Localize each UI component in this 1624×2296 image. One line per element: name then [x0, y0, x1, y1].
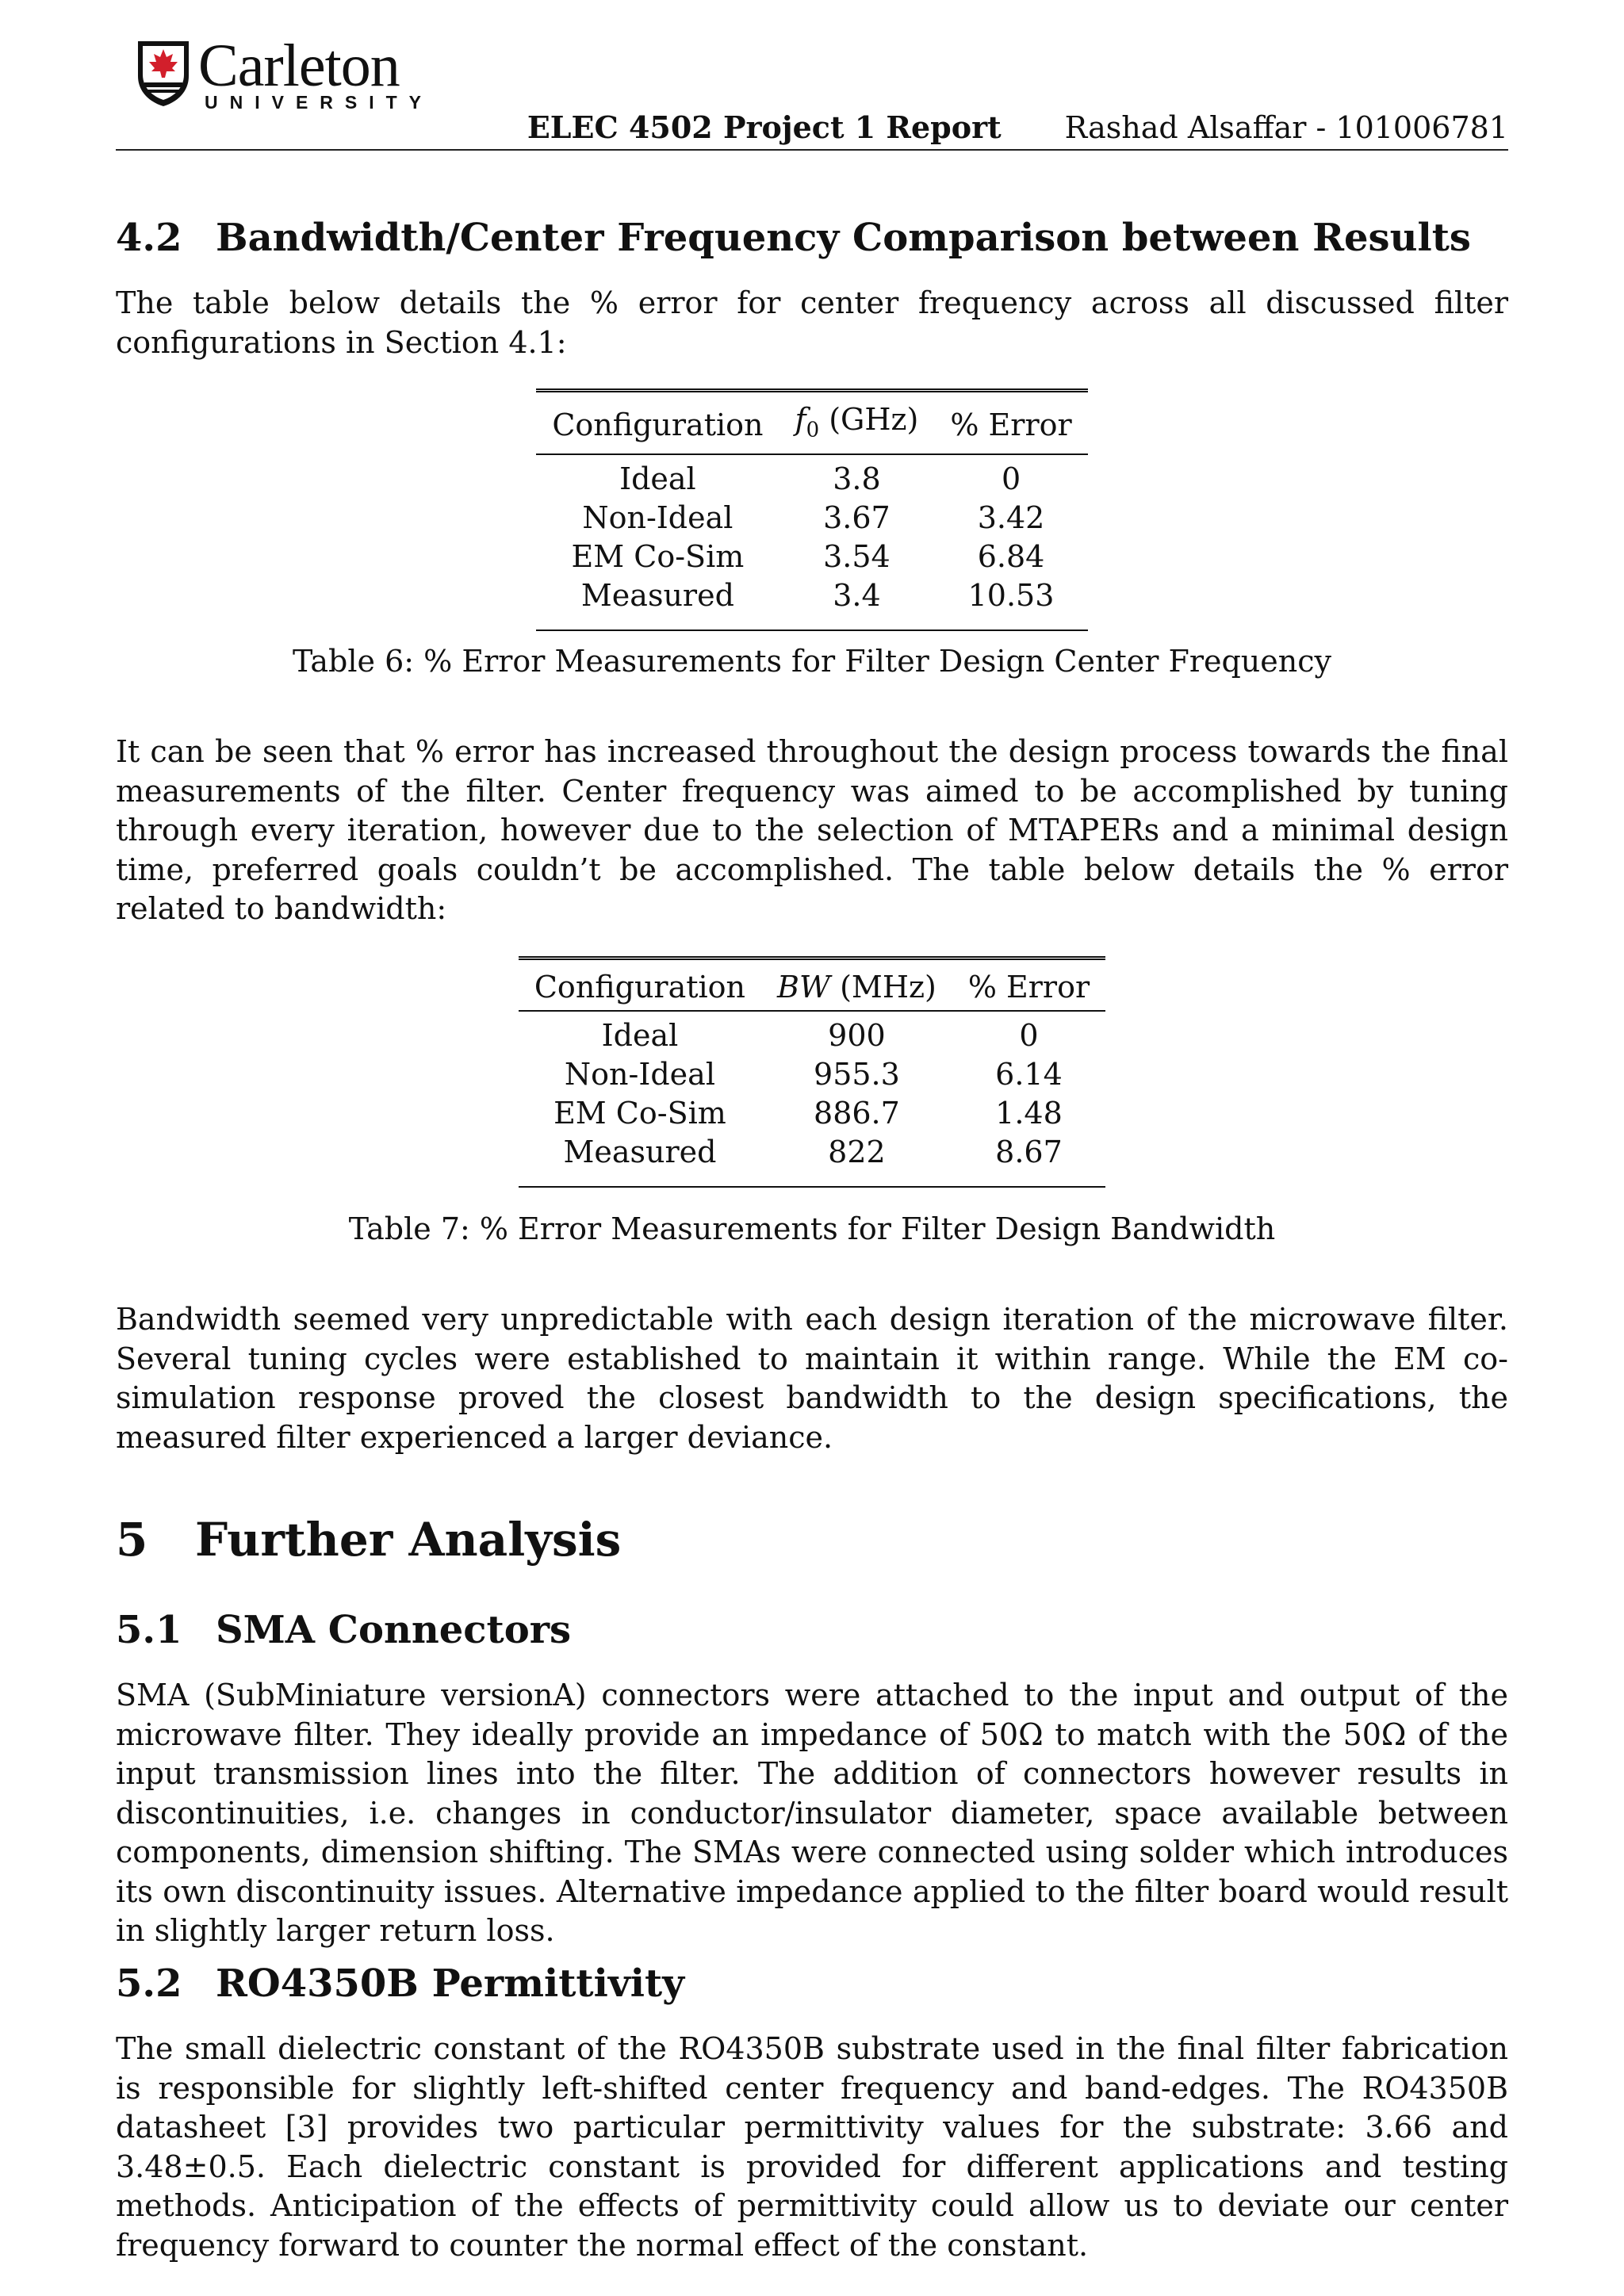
paragraph: SMA (SubMiniature versionA) connectors were attached to the input and output of the microwave filter. They ideally provide an impedance of 50Ω to match with the 50Ω of the input transmission lines into the filter. The addition of connectors however results in discontinuities, i.e. changes in conductor/insulator diameter, space available between components, dimension shifting. The SMAs were connected using solder which introduces its own discontinuity issues. Alternative impedance applied to the filter board would result in slightly larger return loss.	[116, 1678, 1508, 1948]
table-7	[519, 956, 1105, 1188]
carleton-logo	[136, 33, 434, 113]
table-row: Non-Ideal 3.67 3.42	[582, 499, 1045, 535]
section-title: RO4350B Permittivity	[216, 1961, 684, 2006]
table-header-row	[519, 959, 1105, 1012]
section-5-2-body	[116, 2030, 1508, 2265]
table-row: Non-Ideal 955.3 6.14	[564, 1057, 1063, 1092]
section-number: 5.2	[116, 1961, 182, 2006]
section-5-heading	[116, 1513, 1508, 1567]
table-row: EM Co-Sim 886.7 1.48	[553, 1096, 1063, 1131]
section-5-1-heading	[116, 1608, 1508, 1652]
section-title: SMA Connectors	[216, 1608, 572, 1652]
report-title: ELEC 4502 Project 1 Report	[527, 109, 1002, 145]
table-6-wrapper	[0, 388, 1624, 631]
paragraph: The table below details the % error for center frequency across all discussed filter configurations in Section 4.1:	[116, 285, 1508, 360]
col-header-frequency: $f_0$ (GHz)	[795, 402, 919, 442]
table-row: Ideal 3.8 0	[619, 461, 1021, 496]
section-4-2-heading	[116, 216, 1508, 260]
table-row: Measured 822 8.67	[563, 1135, 1063, 1169]
section-number: 5.1	[116, 1608, 182, 1652]
header-rule	[116, 149, 1508, 151]
col-header-configuration: Configuration	[534, 970, 746, 1004]
paragraph: Bandwidth seemed very unpredictable with each design iteration of the microwave filter. Several tuning cycles were established to maintain it within range. While the EM co-simulation response proved the closest bandwidth to the design specifications, the measured filter experienced a larger deviance.	[116, 1302, 1508, 1455]
table-6-caption: Table 6: % Error Measurements for Filter Design Center Frequency	[293, 644, 1331, 679]
table-7-caption: Table 7: % Error Measurements for Filter Design Bandwidth	[348, 1211, 1276, 1246]
col-header-error: % Error	[950, 407, 1072, 442]
paragraph: It can be seen that % error has increased throughout the design process towards the final measurements of the filter. Center frequency was aimed to be accomplished by tuning through every iteration, however due to the selection of MTAPERs and a minimal design time, preferred goals couldn’t be accomplished. The table below details the % error related to bandwidth:	[116, 734, 1508, 926]
paragraph-after-table-6	[116, 733, 1508, 929]
section-4-2-intro	[116, 284, 1508, 362]
logo-wordmark: Carleton	[198, 33, 400, 99]
paragraph: The small dielectric constant of the RO4350B substrate used in the final filter fabrication is responsible for slightly left-shifted center frequency and band-edges. The RO4350B datasheet [3] provides two particular permittivity values for the substrate: 3.66 and 3.48±0.5. Each dielectric constant is provided for different applications and testing methods. Anticipation of the effects of permittivity could allow us to deviate our center frequency forward to counter the normal effect of the constant.	[116, 2031, 1508, 2263]
section-5-2-heading	[116, 1961, 1508, 2006]
table-header-row	[536, 391, 1087, 454]
section-title: Bandwidth/Center Frequency Comparison between Results	[216, 216, 1471, 260]
col-header-bandwidth: BW (MHz)	[777, 970, 936, 1004]
table-7-wrapper	[0, 956, 1624, 1188]
section-number: 4.2	[116, 216, 182, 260]
col-header-error: % Error	[967, 970, 1090, 1004]
section-5-1-body	[116, 1676, 1508, 1951]
section-title: Further Analysis	[195, 1513, 622, 1567]
col-header-configuration: Configuration	[552, 407, 764, 442]
paragraph-after-table-7	[116, 1300, 1508, 1457]
author-name: Rashad Alsaffar - 101006781	[1064, 110, 1508, 145]
table-row: Measured 3.4 10.53	[580, 577, 1055, 613]
table-row: Ideal 900 0	[601, 1018, 1039, 1053]
running-header	[527, 109, 1508, 145]
table-row: EM Co-Sim 3.54 6.84	[571, 538, 1045, 574]
logo-subtitle: UNIVERSITY	[205, 92, 434, 113]
table-6	[536, 388, 1087, 631]
section-number: 5	[116, 1513, 148, 1567]
carleton-shield-icon	[136, 40, 190, 108]
